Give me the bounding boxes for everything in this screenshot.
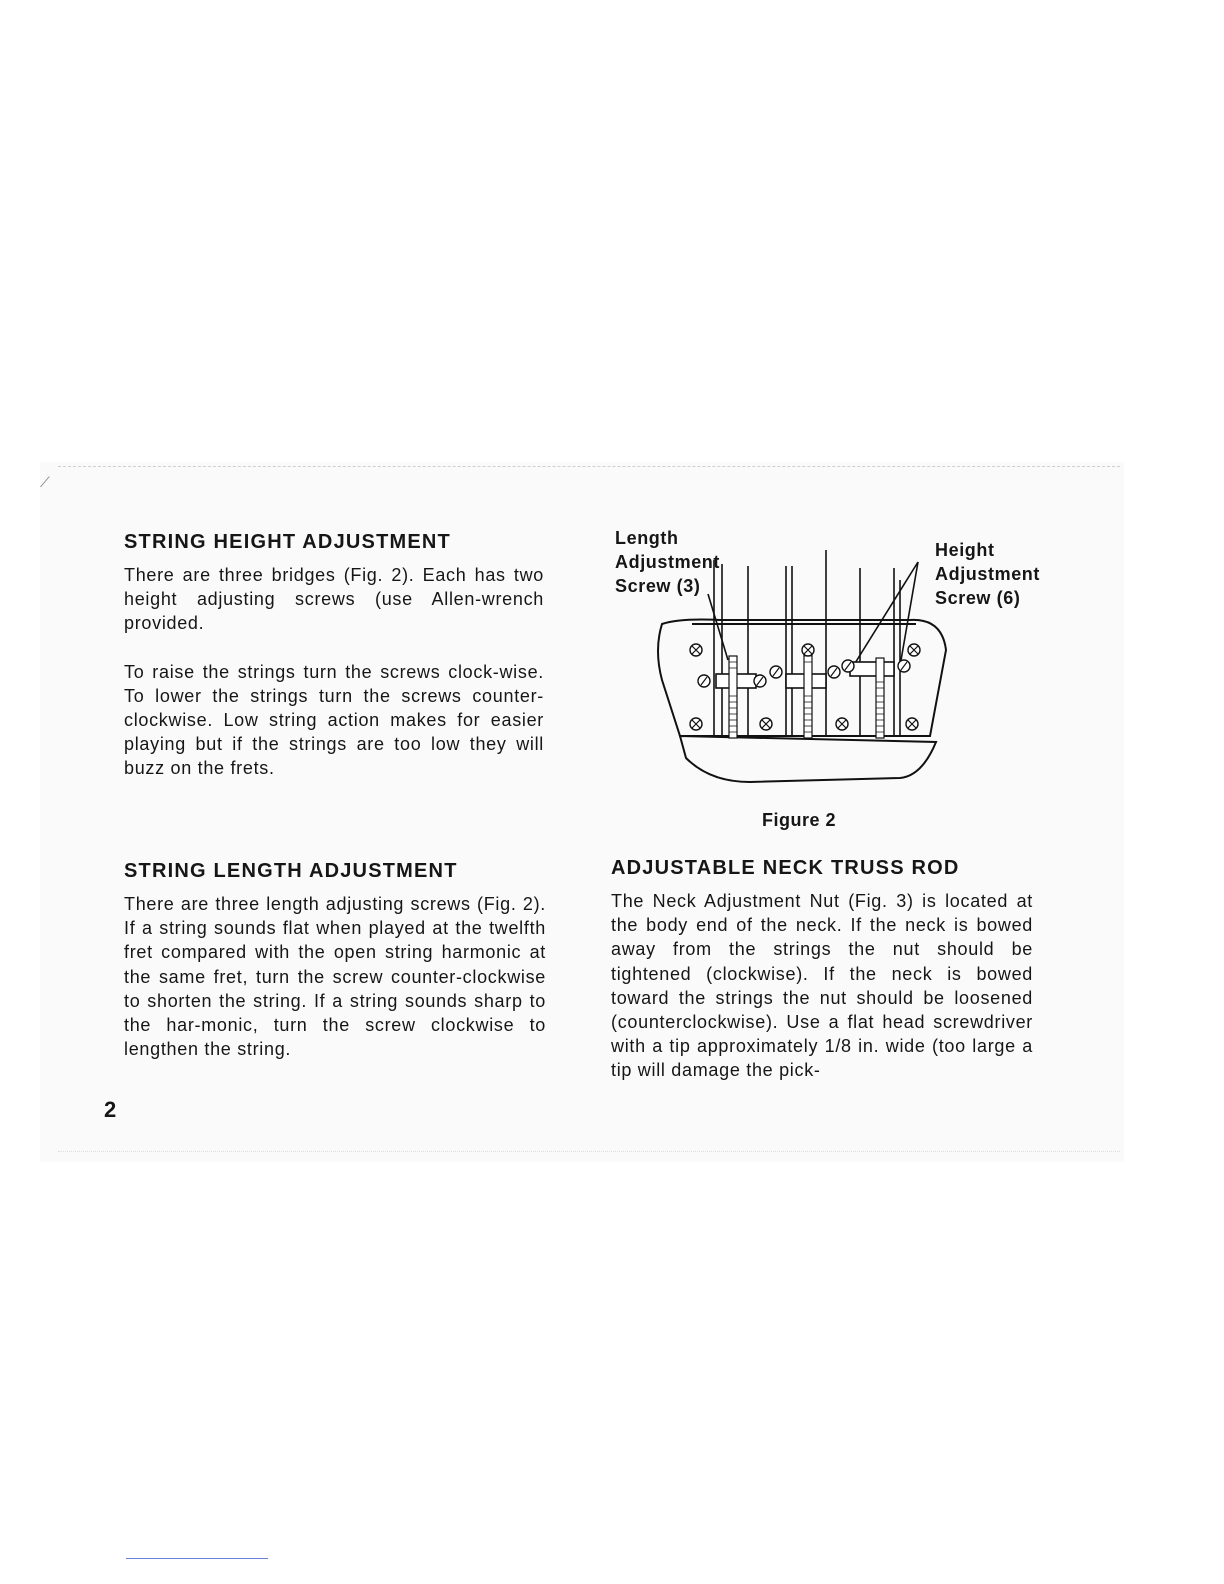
bridge-diagram (600, 520, 960, 800)
bottom-underline-mark (126, 1558, 268, 1559)
height-label-line-2: Adjustment (935, 564, 1040, 584)
truss-rod-paragraph: The Neck Adjustment Nut (Fig. 3) is located at the body end of the neck. If the neck is bowed away from the strings the nut should be tightened (clockwise). If the neck is bowed toward the strings the nut should be loosened (counterclockwise). Use a flat head screwdriver with a tip approximately 1/8 in. wide (too large a tip will damage the pick- (611, 891, 1033, 1081)
string-height-paragraph-2: To raise the strings turn the screws clock-wise. To lower the strings turn the screws counter-clockwise. Low string action makes for easier playing but if the strings are too low they will buzz on the frets. (124, 661, 544, 779)
saddle-3 (850, 662, 894, 676)
truss-rod-heading: ADJUSTABLE NECK TRUSS ROD (611, 857, 960, 879)
page-number: 2 (104, 1097, 117, 1122)
string-length-heading: STRING LENGTH ADJUSTMENT (124, 860, 458, 882)
string-height-section (124, 531, 544, 781)
string-length-paragraph: There are three length adjusting screws (Fig. 2). If a string sounds flat when played at the twelfth fret compared with the open string harmonic at the same fret, turn the screw counter-clockwise to shorten the string. If a string sounds sharp to the har-monic, turn the screw clockwise to lengthen the string. (124, 894, 546, 1060)
length-label-line-1: Length (615, 528, 679, 548)
sheet-bottom-edge (58, 1151, 1120, 1152)
scan-artifact-mark: ⟋ (40, 474, 50, 490)
length-label-line-2: Adjustment (615, 552, 720, 572)
height-label-line-1: Height (935, 540, 995, 560)
truss-rod-section (611, 857, 1033, 1083)
figure-caption: Figure 2 (762, 810, 837, 830)
sheet-top-edge (58, 466, 1120, 467)
length-leader (708, 594, 728, 660)
length-label-line-3: Screw (3) (615, 576, 701, 596)
height-label-line-3: Screw (6) (935, 588, 1021, 608)
string-length-section (124, 860, 546, 1061)
string-height-paragraph-1: There are three bridges (Fig. 2). Each has two height adjusting screws (use Allen-wrench provided. (124, 565, 544, 634)
bridge-tail (680, 736, 936, 782)
string-height-heading: STRING HEIGHT ADJUSTMENT (124, 531, 451, 553)
length-screw-2 (804, 650, 812, 738)
